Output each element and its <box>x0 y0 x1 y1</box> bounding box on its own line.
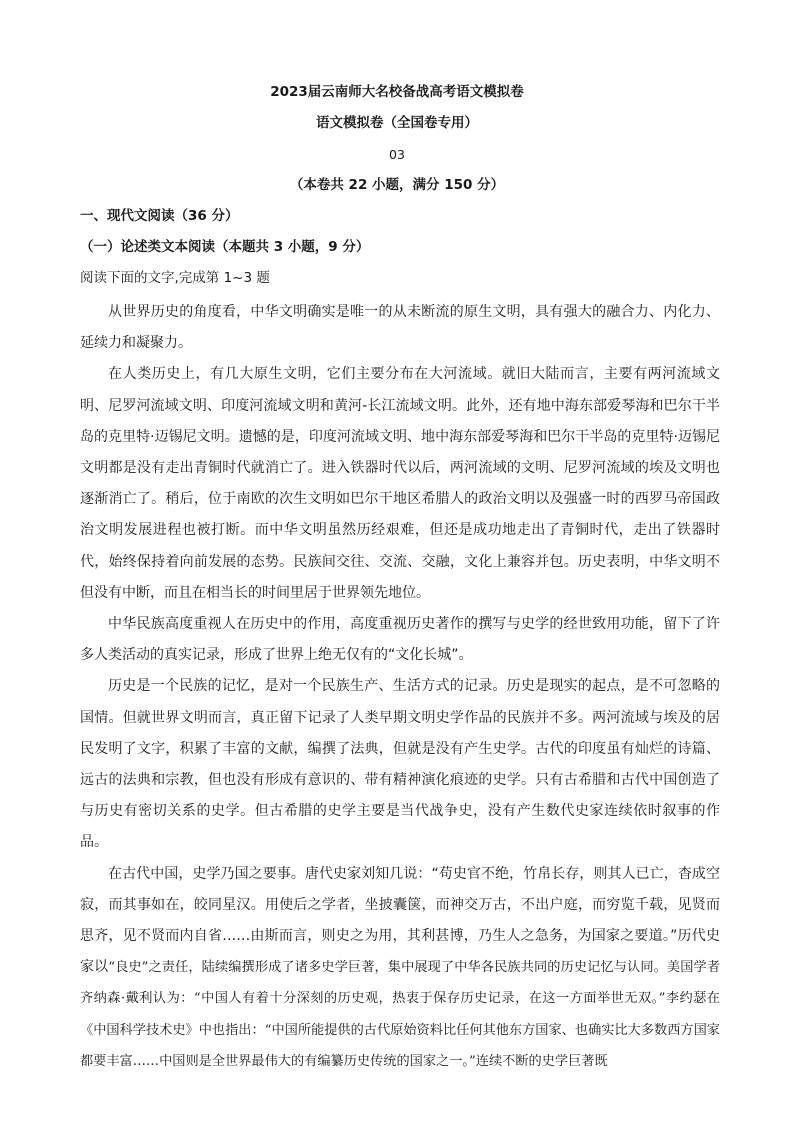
paragraph-2: 在人类历史上，有几大原生文明，它们主要分布在大河流域。就旧大陆而言，主要有两河流域文明、尼罗河流域文明、印度河流域文明和黄河-长江流域文明。此外，还有地中海东部爱琴海和巴尔干半岛的克里特·迈锡尼文明。遗憾的是，印度河流域文明、地中海东部爱琴海和巴尔干半岛的克里特·迈锡尼文明都是没有走出青铜时代就消亡了。进入铁器时代以后，两河流域的文明、尼罗河流域的埃及文明也逐渐消亡了。稍后，位于南欧的次生文明如巴尔干地区希腊人的政治文明以及强盛一时的西罗马帝国政治文明发展进程也被打断。而中华文明虽然历经艰难，但还是成功地走出了青铜时代，走出了铁器时代，始终保持着向前发展的态势。民族间交往、交流、交融，文化上兼容并包。历史表明，中华文明不但没有中断，而且在相当长的时间里居于世界领先地位。 <box>80 366 720 601</box>
reading-instruction: 阅读下面的文字,完成第 1~3 题 <box>80 270 270 286</box>
paragraph-5-part-b: “良史”之责任，陆续编撰形成了诸多史学巨著，集中展现了中华各民族共同的历史记忆与认同。美国学者齐纳森·戴利认为：“中国人有着十分深刻的历史观，热衷于保存历史记录，在这一方面举世无双。”李约瑟在《中国科学技术史》中也指出：“中国所能提供的古代原始资料比任何其他东方国家、也确实比大多数西方国家都要丰富……中国则是全世界最伟大的有编纂历史传统的国家之一。”连续不断的史学巨著既 <box>80 960 721 1069</box>
section-heading: 一、现代文阅读（36 分） <box>80 208 239 224</box>
paragraph-5 <box>80 859 720 1077</box>
exam-info: （本卷共 22 小题，满分 150 分） <box>289 177 505 193</box>
paragraph-4: 历史是一个民族的记忆，是对一个民族生产、生活方式的记录。历史是现实的起点，是不可忽略的国情。但就世界文明而言，真正留下记录了人类早期文明史学作品的民族并不多。两河流域与埃及的居民发明了文字，积累了丰富的文献，编撰了法典，但就是没有产生史学。古代的印度虽有灿烂的诗篇、远古的法典和宗教，但也没有形成有意识的、带有精神演化痕迹的史学。只有古希腊和古代中国创造了与历史有密切关系的史学。但古希腊的史学主要是当代战争史，没有产生数代史家连续依时叙事的作品。 <box>80 678 720 851</box>
subsection-heading: （一）论述类文本阅读（本题共 3 小题，9 分） <box>80 239 370 255</box>
paragraph-1: 从世界历史的角度看，中华文明确实是唯一的从未断流的原生文明，具有强大的融合力、内化力、延续力和凝聚力。 <box>80 304 720 352</box>
paragraph-3: 中华民族高度重视人在历史中的作用，高度重视历史著作的撰写与史学的经世致用功能，留下了许多人类活动的真实记录，形成了世界上绝无仅有的“文化长城”。 <box>80 616 720 664</box>
paragraph-5-part-a: 在古代中国，史学乃国之要事。唐代史家刘知几说：“苟史官不绝，竹帛长存，则其人已亡，杳成空寂，而其事如在，皎同星汉。用使后之学者，坐披囊箧，而神交万古，不出户庭，而穷览千载，见贤而思齐，见不贤而内自省……由斯而言，则史之为用，其利甚博，乃生人之急务，为国家之要道。”历代史家以 <box>80 865 720 976</box>
passage-body <box>80 297 720 1077</box>
exam-subtitle: 语文模拟卷（全国卷专用） <box>316 115 478 131</box>
exam-title: 2023届云南师大名校备战高考语文模拟卷 <box>270 84 524 100</box>
exam-number: 03 <box>389 147 405 162</box>
